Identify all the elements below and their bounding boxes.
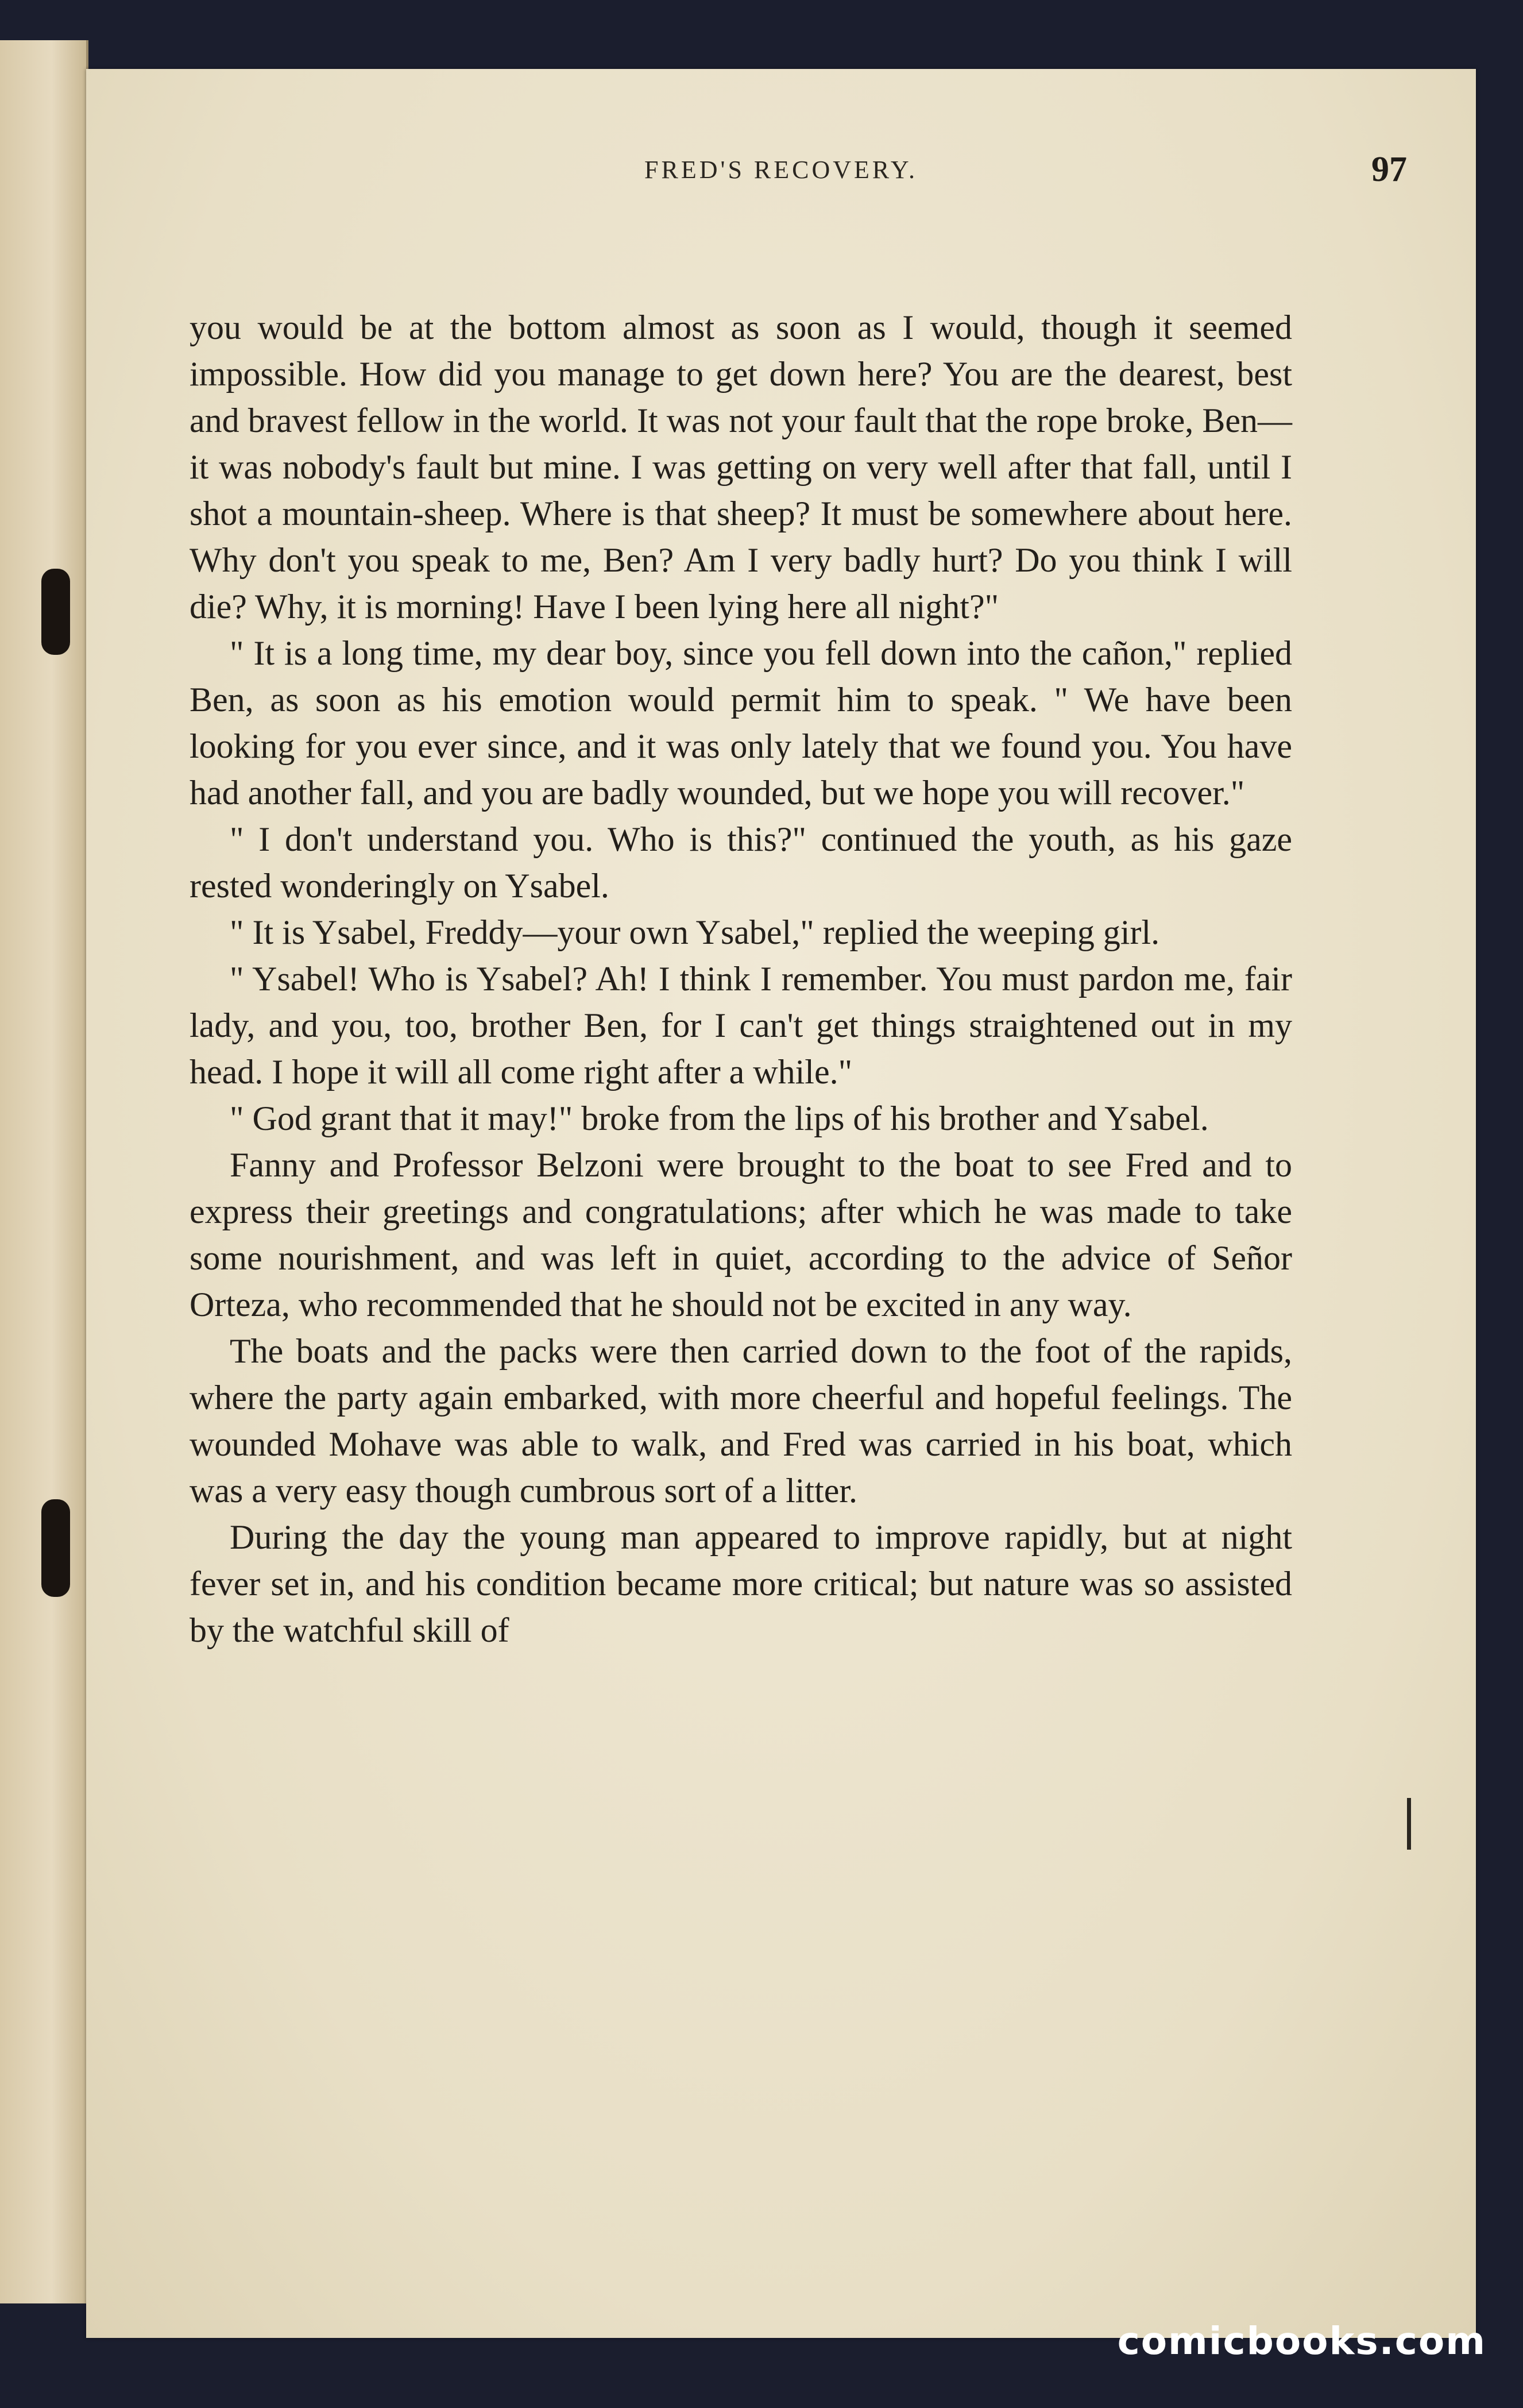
paragraph-9: During the day the young man appeared to improve rapidly, but at night fever set in, and his condition became more critical; but nature was so assisted by the watchful skill of (190, 1518, 1292, 1649)
paragraph-3: " I don't understand you. Who is this?" continued the youth, as his gaze rested wonderingly on Ysabel. (190, 820, 1292, 905)
paragraph-2: " It is a long time, my dear boy, since you fell down into the cañon," replied Ben, as soon as his emotion would permit him to speak. " We have been looking for you ever since, and it was only lately that we found you. You have had another fall, and you are badly wounded, but we hope you will recover." (190, 634, 1292, 812)
body-text (190, 304, 1292, 1654)
running-title: FRED'S RECOVERY. (644, 156, 918, 184)
previous-page-edge (0, 40, 88, 2303)
page-number: 97 (1371, 150, 1407, 189)
book-page (86, 69, 1476, 2338)
paragraph-5: " Ysabel! Who is Ysabel? Ah! I think I remember. You must pardon me, fair lady, and you, too, brother Ben, for I can't get things straightened out in my head. I hope it will all come right after a while." (190, 960, 1292, 1091)
paragraph-1: you would be at the bottom almost as soon as I would, though it seemed impossible. How did you manage to get down here? You are the dearest, best and bravest fellow in the world. It was not your fault that the rope broke, Ben—it was nobody's fault but mine. I was getting on very well after that fall, until I shot a mountain-sheep. Where is that sheep? It must be somewhere about here. Why don't you speak to me, Ben? Am I very badly hurt? Do you think I will die? Why, it is morning! Have I been lying here all night?" (190, 308, 1292, 626)
paragraph-6: " God grant that it may!" broke from the lips of his brother and Ysabel. (230, 1099, 1209, 1137)
paragraph-7: Fanny and Professor Belzoni were brought to the boat to see Fred and to express their greetings and congratulations; after which he was made to take some nourishment, and was left in quiet, according to the advice of Señor Orteza, who recommended that he should not be excited in any way. (190, 1146, 1292, 1323)
binding-stitch-lower (41, 1499, 70, 1597)
binding-stitch-upper (41, 569, 70, 655)
margin-mark (1407, 1798, 1411, 1850)
watermark-text: comicbooks.com (1117, 2319, 1486, 2363)
paragraph-4: " It is Ysabel, Freddy—your own Ysabel," replied the weeping girl. (230, 913, 1160, 951)
paragraph-8: The boats and the packs were then carried down to the foot of the rapids, where the party again embarked, with more cheerful and hopeful feelings. The wounded Mohave was able to walk, and Fred was carried in his boat, which was a very easy though cumbrous sort of a litter. (190, 1332, 1292, 1510)
